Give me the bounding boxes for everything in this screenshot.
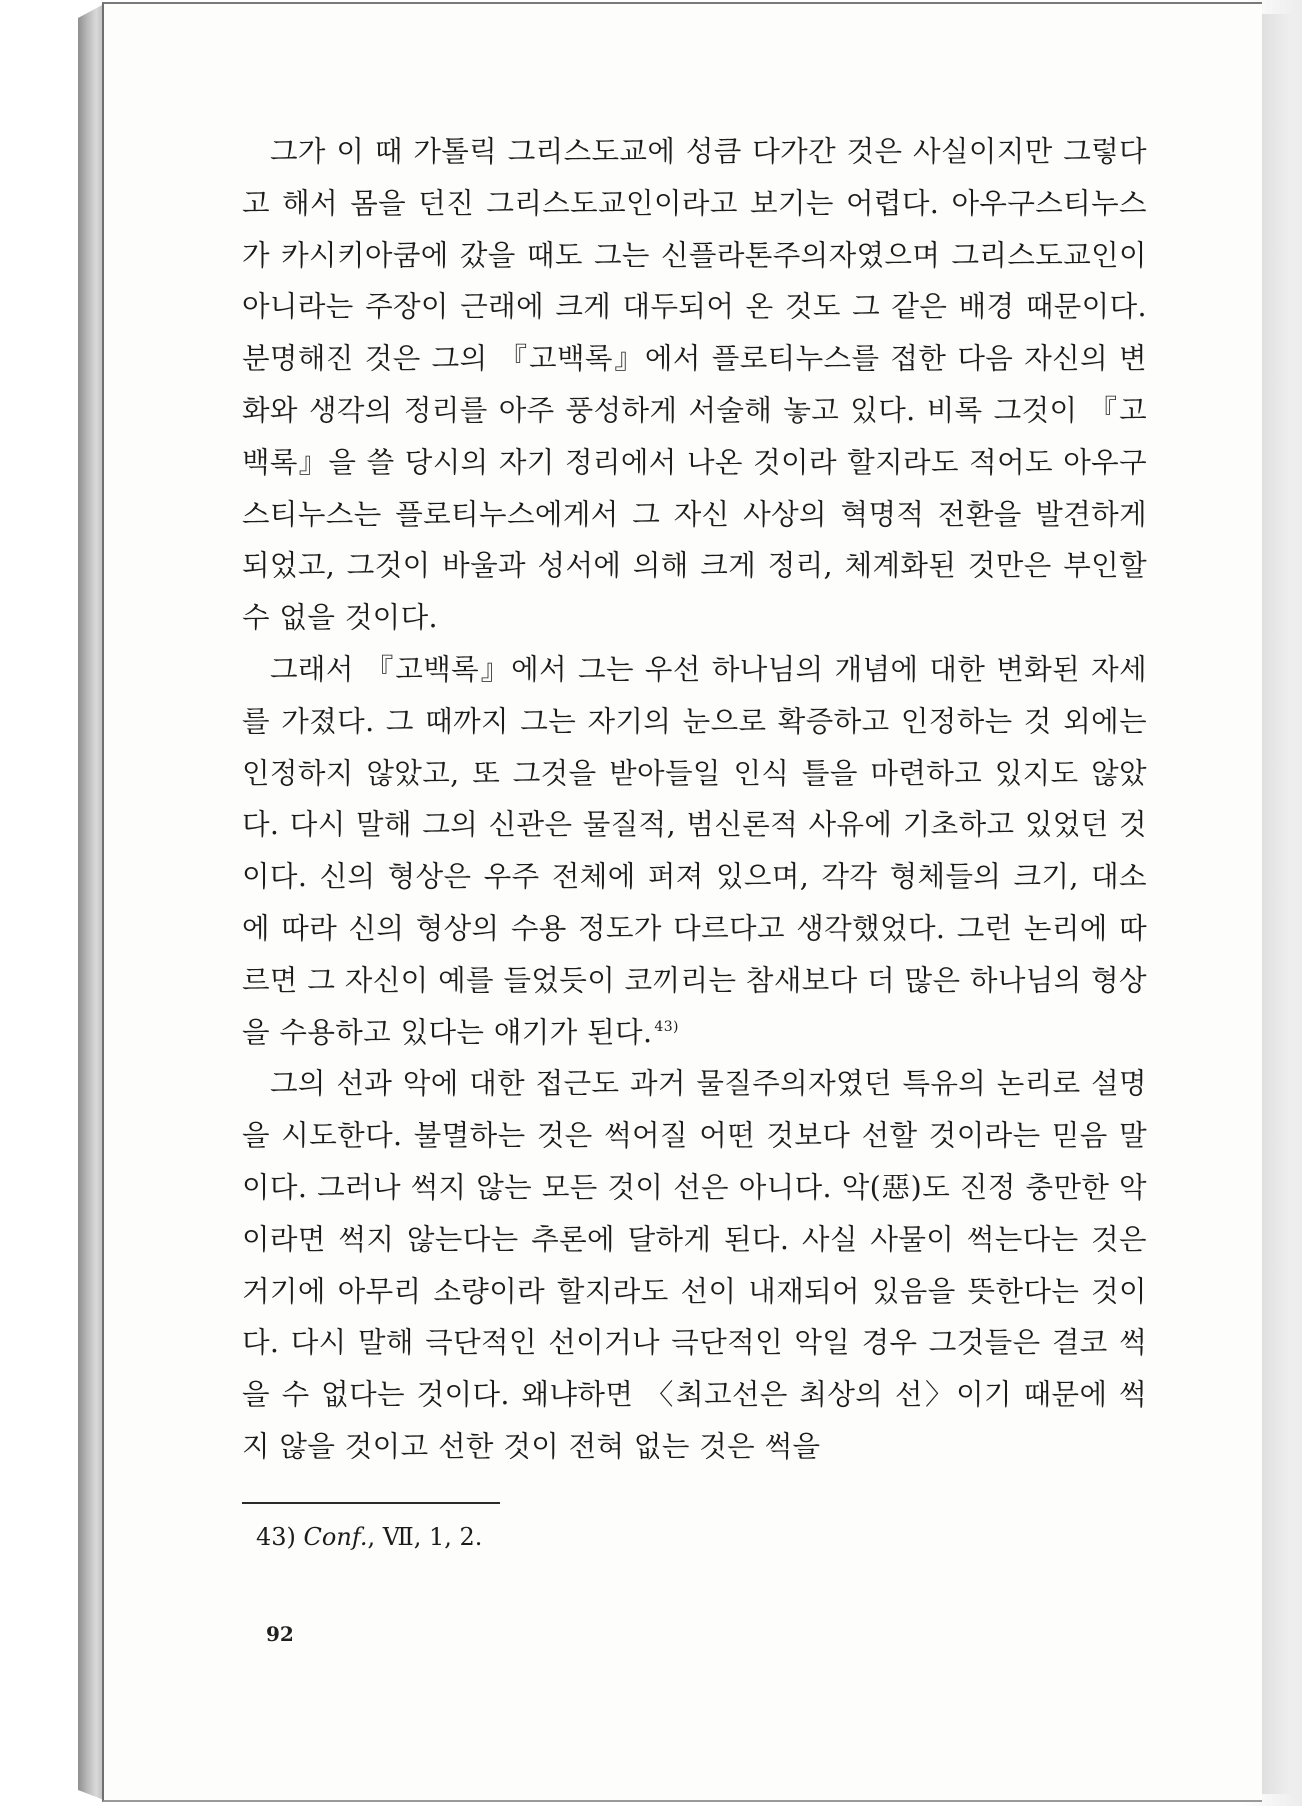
paragraph-3 <box>242 1058 1147 1472</box>
paragraph-text: 그래서 『고백록』에서 그는 우선 하나님의 개념에 대한 변화된 자세를 가졌다. 그 때까지 그는 자기의 눈으로 확증하고 인정하는 것 외에는 인정하지 않았고, 또 그것을 받아들일 인식 틀을 마련하고 있지도 않았다. 다시 말해 그의 신관은 물질적, 범신론적 사유에 기초하고 있었던 것이다. 신의 형상은 우주 전체에 퍼져 있으며, 각각 형체들의 크기, 대소에 따라 신의 형상의 수용 정도가 다르다고 생각했었다. 그런 논리에 따르면 그 자신이 예를 들었듯이 코끼리는 참새보다 더 많은 하나님의 형상을 수용하고 있다는 얘기가 된다. <box>242 652 1147 1049</box>
footnote-divider <box>242 1502 500 1504</box>
body-text <box>242 126 1147 1473</box>
footnote-number: 43) <box>256 1523 296 1551</box>
paragraph-2 <box>242 644 1147 1058</box>
paragraph-text: 그가 이 때 가톨릭 그리스도교에 성큼 다가간 것은 사실이지만 그렇다고 해서 몸을 던진 그리스도교인이라고 보기는 어렵다. 아우구스티누스가 카시키아쿰에 갔을 때도 그는 신플라톤주의자였으며 그리스도교인이 아니라는 주장이 근래에 크게 대두되어 온 것도 그 같은 배경 때문이다. 분명해진 것은 그의 『고백록』에서 플로티누스를 접한 다음 자신의 변화와 생각의 정리를 아주 풍성하게 서술해 놓고 있다. 비록 그것이 『고백록』을 쓸 당시의 자기 정리에서 나온 것이라 할지라도 적어도 아우구스티누스는 플로티누스에게서 그 자신 사상의 혁명적 전환을 발견하게 되었고, 그것이 바울과 성서에 의해 크게 정리, 체계화된 것만은 부인할 수 없을 것이다. <box>242 135 1147 635</box>
footnote-source: Conf. <box>303 1523 368 1551</box>
footnote-citation: , Ⅶ, 1, 2. <box>367 1523 483 1551</box>
paragraph-text: 그의 선과 악에 대한 접근도 과거 물질주의자였던 특유의 논리로 설명을 시도한다. 불멸하는 것은 썩어질 어떤 것보다 선할 것이라는 믿음 말이다. 그러나 썩지 않는 모든 것이 선은 아니다. 악(惡)도 진정 충만한 악이라면 썩지 않는다는 추론에 달하게 된다. 사실 사물이 썩는다는 것은 거기에 아무리 소량이라 할지라도 선이 내재되어 있음을 뜻한다는 것이다. 다시 말해 극단적인 선이거나 극단적인 악일 경우 그것들은 결코 썩을 수 없다는 것이다. 왜냐하면 〈최고선은 최상의 선〉이기 때문에 썩지 않을 것이고 선한 것이 전혀 없는 것은 썩을 <box>242 1067 1147 1463</box>
footnote-reference[interactable]: 43) <box>654 1019 679 1036</box>
paragraph-1 <box>242 126 1147 644</box>
page-number: 92 <box>266 1622 294 1646</box>
book-spine-edge <box>78 4 104 1800</box>
footnote <box>256 1522 482 1552</box>
page-shadow <box>1262 14 1292 1794</box>
